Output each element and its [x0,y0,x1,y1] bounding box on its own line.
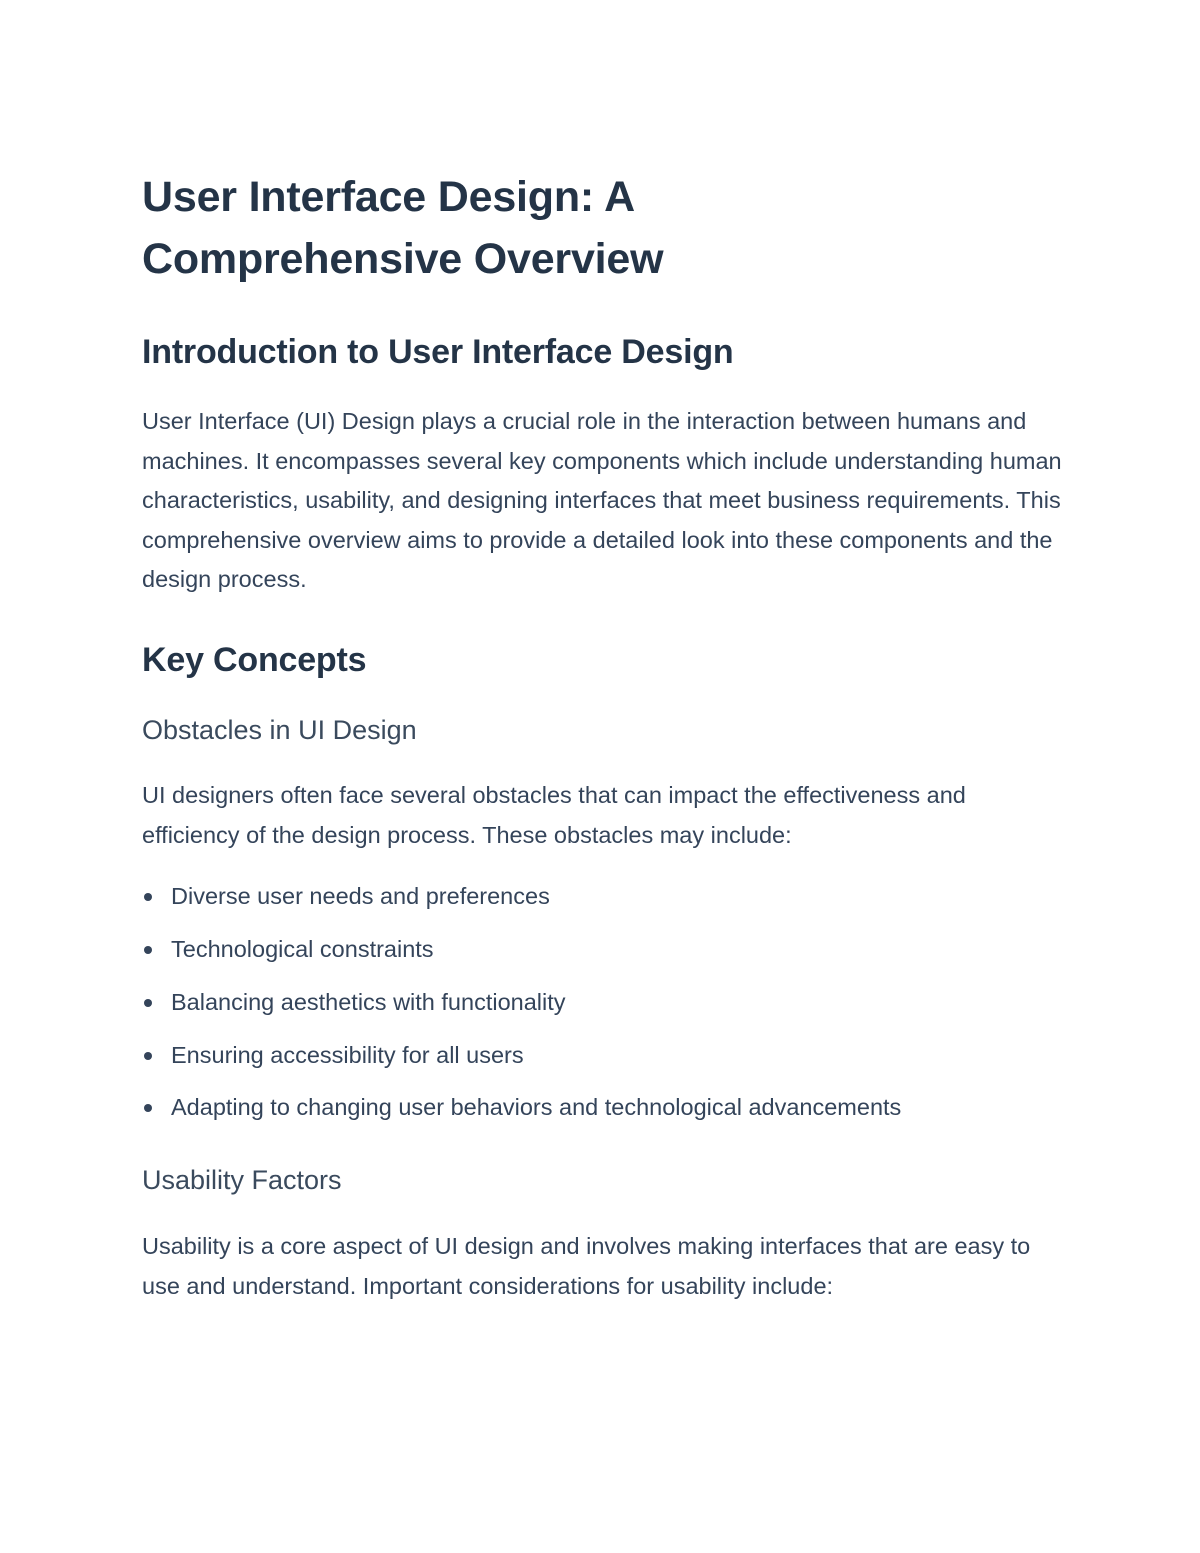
intro-heading: Introduction to User Interface Design [142,333,734,371]
list-item-text: Adapting to changing user behaviors and technological advancements [171,1094,902,1121]
list-item [142,870,1062,923]
list-item-text: Technological constraints [171,935,434,962]
list-item-text: Ensuring accessibility for all users [171,1041,524,1068]
bullet-icon [144,999,152,1007]
list-item-text: Diverse user needs and preferences [171,883,550,910]
document-title [142,166,1062,290]
usability-paragraph: Usability is a core aspect of UI design and involves making interfaces that are easy to use and understand. Important considerations for usability include: [142,1233,1031,1299]
usability-heading: Usability Factors [142,1165,342,1196]
list-item [142,976,1062,1029]
list-item [142,1081,1062,1134]
bullet-icon [144,946,152,954]
list-item [142,923,1062,976]
title-line-2: Comprehensive Overview [142,235,664,283]
key-concepts-heading: Key Concepts [142,640,367,679]
list-item-text: Balancing aesthetics with functionality [171,988,566,1015]
obstacles-list [142,870,1062,1134]
intro-paragraph: User Interface (UI) Design plays a crucial role in the interaction between humans and machines. It encompasses several key components which include understanding human characteristics, usability, and designing interfaces that meet business requirements. This comprehensive overview aims to provide a detailed look into these components and the design process. [142,408,1062,593]
obstacles-paragraph: UI designers often face several obstacles that can impact the effectiveness and efficiency of the design process. These obstacles may include: [142,781,966,848]
document-page [142,166,1062,1306]
title-line-1: User Interface Design: A [142,173,636,221]
bullet-icon [144,893,152,901]
obstacles-heading: Obstacles in UI Design [142,714,417,745]
bullet-icon [144,1052,152,1060]
list-item [142,1029,1062,1082]
bullet-icon [144,1104,152,1112]
